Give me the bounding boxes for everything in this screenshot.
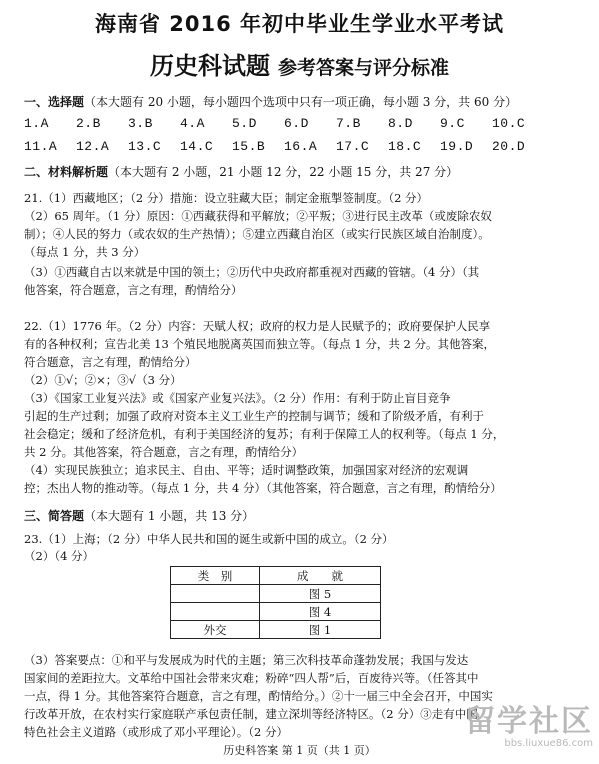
section1-header	[24, 94, 584, 110]
answer-line: 21.（1）西藏地区；（2 分）措施：设立驻藏大臣；制定金瓶掣签制度。（2 分）	[24, 191, 429, 205]
answer-line: （3）①西藏自古以来就是中国的领土；②历代中央政府都重视对西藏的管辖。（4 分）（其	[24, 265, 480, 279]
watermark	[465, 706, 593, 749]
section1-heading: 一、选择题	[24, 95, 85, 109]
table-header-row	[171, 567, 381, 585]
answer-item: 9.C	[440, 116, 465, 131]
answer-item: 2.B	[76, 116, 101, 131]
answer-line: （2）①√；②×；③√（3 分）	[24, 373, 182, 387]
answer-item: 3.B	[128, 116, 153, 131]
answer-item: 15.B	[232, 139, 266, 154]
table-row	[171, 621, 381, 639]
watermark-logo-text: 留学社区	[465, 704, 593, 739]
answer-item: 16.A	[284, 139, 318, 154]
table-cell	[171, 603, 260, 621]
answer-line: （2）65 周年。（1 分）原因：①西藏获得和平解放；②平叛；③进行民主改革（或废除农奴	[24, 209, 492, 223]
answer-item: 7.B	[336, 116, 361, 131]
table-cell: 图 4	[260, 603, 381, 621]
answer-line: 特色社会主义道路（或形成了邓小平理论）。（2 分）	[24, 725, 288, 739]
answer-line: 22.（1）1776 年。（2 分）内容：天赋人权；政府的权力是人民赋予的；政府要保护人民享	[24, 319, 491, 333]
answer-item: 20.D	[492, 139, 526, 154]
answer-line: 有的各种权利；宣告北美 13 个殖民地脱离英国而独立等。（每点 1 分，共 2 分。其他答案，	[24, 337, 495, 351]
achievements-table	[170, 566, 381, 639]
answer-item: 18.C	[388, 139, 422, 154]
page-footer: 历史科答案 第 1 页（共 1 页）	[223, 744, 376, 757]
subject-title	[0, 46, 599, 81]
subject-title-sub: 参考答案与评分标准	[277, 57, 449, 79]
section3-header	[24, 508, 584, 524]
section2-heading: 二、材料解析题	[24, 165, 109, 179]
subject-title-main: 历史科试题	[149, 51, 270, 80]
answer-line: （3）《国家工业复兴法》或《国家产业复兴法》。（2 分）作用：有利于防止盲目竞争	[24, 391, 451, 405]
answer-item: 10.C	[492, 116, 526, 131]
answer-line: 社会稳定；缓和了经济危机，有利于美国经济的复苏；有利于保障工人的权利等。（每点 1 分，	[24, 427, 505, 441]
answer-line: （4）实现民族独立；追求民主、自由、平等；适时调整政策，加强国家对经济的宏观调	[24, 463, 469, 477]
section2-desc: （本大题有 2 小题，21 小题 12 分，22 小题 15 分，共 27 分）	[108, 165, 459, 179]
answer-line: （3）答案要点：①和平与发展成为时代的主题；第三次科技革命蓬勃发展；我国与发达	[24, 653, 469, 667]
section3-heading: 三、简答题	[24, 509, 85, 523]
answer-line: 23.（1）上海；（2 分）中华人民共和国的诞生或新中国的成立。（2 分）	[24, 532, 394, 546]
answer-item: 5.D	[232, 116, 257, 131]
answer-item: 12.A	[76, 139, 110, 154]
answer-line: （每点 1 分，共 3 分）	[24, 245, 146, 259]
section1-desc: （本大题有 20 小题，每小题四个选项中只有一项正确，每小题 3 分，共 60 分）	[84, 95, 518, 109]
table-cell: 图 5	[260, 585, 381, 603]
table-cell: 外交	[171, 621, 260, 639]
table-row	[171, 585, 381, 603]
answer-item: 11.A	[24, 139, 58, 154]
table-header-cell: 成 就	[260, 567, 381, 585]
table-row	[171, 603, 381, 621]
answer-item: 17.C	[336, 139, 370, 154]
answer-line: （2）（4 分）	[24, 549, 95, 563]
section3-desc: （本大题有 1 小题，共 13 分）	[84, 509, 255, 523]
exam-title: 海南省 2016 年初中毕业生学业水平考试	[94, 12, 505, 36]
answers-row-2	[24, 139, 584, 155]
table-cell: 图 1	[260, 621, 381, 639]
answer-line: 国家间的差距拉大。文革给中国社会带来灾难；粉碎“四人帮”后，百废待兴等。（任答其中	[24, 671, 479, 685]
answer-line: 他答案，符合题意，言之有理，酌情给分）	[24, 283, 243, 297]
table-cell	[171, 585, 260, 603]
answer-item: 14.C	[180, 139, 214, 154]
answers-row-1	[24, 116, 584, 132]
answer-line: 引起的生产过剩；加强了政府对资本主义工业生产的控制与调节；缓和了阶级矛盾，有利于	[24, 409, 484, 423]
answer-line: 行改革开放，在农村实行家庭联产承包责任制，建立深圳等经济特区。（2 分）③走有中国	[24, 707, 478, 721]
answer-item: 1.A	[24, 116, 49, 131]
section2-header	[24, 164, 584, 180]
answer-item: 8.D	[388, 116, 413, 131]
answer-line: 共 2 分。其他答案，符合题意，言之有理，酌情给分）	[24, 445, 304, 459]
answer-line: 控；杰出人物的推动等。（每点 1 分，共 4 分）（其他答案，符合题意，言之有理，酌情给分）	[24, 481, 502, 495]
answer-item: 4.A	[180, 116, 205, 131]
watermark-url: bbs.liuxue86.com	[504, 738, 593, 749]
table-header-cell: 类 别	[171, 567, 260, 585]
answer-item: 19.D	[440, 139, 474, 154]
answer-line: 符合题意，言之有理，酌情给分）	[24, 355, 197, 369]
answer-item: 6.D	[284, 116, 309, 131]
answer-line: 制）；④人民的努力（或农奴的生产热情）；⑤建立西藏自治区（或实行民族区域自治制度）。	[24, 227, 490, 241]
answer-item: 13.C	[128, 139, 162, 154]
answer-line: 一点，得 1 分。其他答案符合题意，言之有理，酌情给分。）②十一届三中全会召开，中国实	[24, 689, 493, 703]
